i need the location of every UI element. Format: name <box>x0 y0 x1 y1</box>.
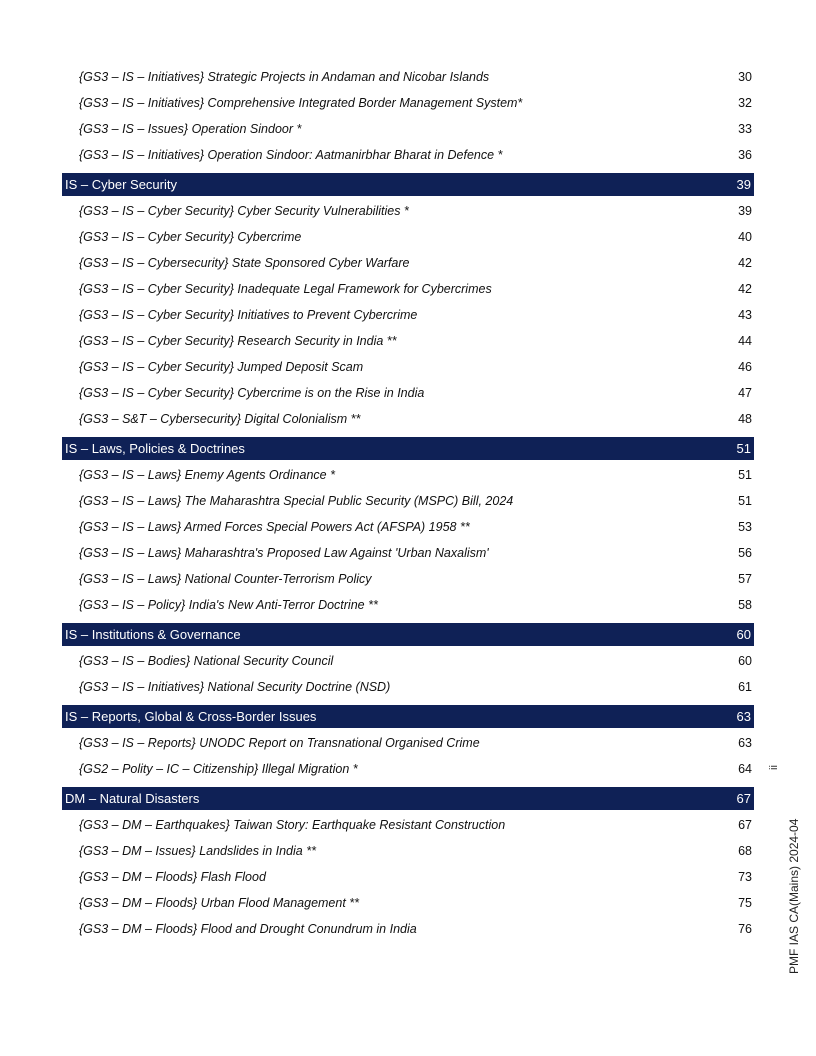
toc-title: {GS2 – Polity – IC – Citizenship} Illegal Migration * <box>79 762 358 776</box>
toc-title: {GS3 – IS – Initiatives} Strategic Projects in Andaman and Nicobar Islands <box>79 70 490 84</box>
toc-page-number: 36 <box>738 148 752 162</box>
toc-page-number: 56 <box>738 546 752 560</box>
toc-page-number: 51 <box>738 468 752 482</box>
toc-entry[interactable] <box>62 380 754 406</box>
toc-page-number: 46 <box>738 360 752 374</box>
toc-title: IS – Reports, Global & Cross-Border Issues <box>65 709 317 724</box>
toc-page-number: 60 <box>736 627 751 642</box>
toc-page-number: 75 <box>738 896 752 910</box>
toc-entry[interactable] <box>62 838 754 864</box>
toc-title: {GS3 – IS – Initiatives} National Security Doctrine (NSD) <box>79 680 391 694</box>
toc-entry[interactable] <box>62 250 754 276</box>
toc-page-number: 39 <box>736 177 751 192</box>
toc-page-number: 40 <box>738 230 752 244</box>
toc-page-number: 42 <box>738 256 752 270</box>
toc-page-number: 67 <box>738 818 752 832</box>
toc-page-number: 64 <box>738 762 752 776</box>
toc-title: {GS3 – IS – Cyber Security} Cybercrime is on the Rise in India <box>79 386 425 400</box>
toc-title: {GS3 – DM – Floods} Flood and Drought Conundrum in India <box>79 922 417 936</box>
toc-entry[interactable] <box>62 64 754 90</box>
toc-title: IS – Laws, Policies & Doctrines <box>65 441 245 456</box>
toc-page-number: 61 <box>738 680 752 694</box>
toc-entry[interactable] <box>62 890 754 916</box>
toc-entry[interactable] <box>62 730 754 756</box>
page-number: ii <box>768 765 780 770</box>
toc-section-heading[interactable] <box>62 787 754 810</box>
toc-title: {GS3 – IS – Laws} National Counter-Terrorism Policy <box>79 572 372 586</box>
toc-page-number: 48 <box>738 412 752 426</box>
toc-title: {GS3 – DM – Floods} Flash Flood <box>79 870 266 884</box>
toc-page-number: 57 <box>738 572 752 586</box>
toc-page-number: 51 <box>738 494 752 508</box>
toc-title: {GS3 – S&T – Cybersecurity} Digital Colonialism ** <box>79 412 361 426</box>
toc-title: DM – Natural Disasters <box>65 791 200 806</box>
toc-title: {GS3 – IS – Laws} Maharashtra's Proposed Law Against 'Urban Naxalism' <box>79 546 489 560</box>
toc-title: {GS3 – DM – Earthquakes} Taiwan Story: Earthquake Resistant Construction <box>79 818 506 832</box>
toc-page-number: 63 <box>736 709 751 724</box>
toc-entry[interactable] <box>62 540 754 566</box>
toc-page-number: 42 <box>738 282 752 296</box>
toc-title: {GS3 – IS – Laws} Armed Forces Special Powers Act (AFSPA) 1958 ** <box>79 520 470 534</box>
toc-title: {GS3 – IS – Initiatives} Comprehensive Integrated Border Management System* <box>79 96 523 110</box>
toc-entry[interactable] <box>62 566 754 592</box>
toc-entry[interactable] <box>62 276 754 302</box>
toc-page-number: 43 <box>738 308 752 322</box>
toc-title: {GS3 – IS – Cyber Security} Jumped Deposit Scam <box>79 360 364 374</box>
toc-page-number: 58 <box>738 598 752 612</box>
toc-section-heading[interactable] <box>62 623 754 646</box>
toc-page-number: 32 <box>738 96 752 110</box>
toc-page-number: 51 <box>736 441 751 456</box>
toc-entry[interactable] <box>62 812 754 838</box>
toc-entry[interactable] <box>62 142 754 168</box>
toc-entry[interactable] <box>62 514 754 540</box>
toc-entry[interactable] <box>62 864 754 890</box>
toc-page-number: 63 <box>738 736 752 750</box>
toc-page-number: 68 <box>738 844 752 858</box>
toc-page-number: 39 <box>738 204 752 218</box>
toc-title: {GS3 – IS – Initiatives} Operation Sindoor: Aatmanirbhar Bharat in Defence * <box>79 148 503 162</box>
toc-title: IS – Cyber Security <box>65 177 177 192</box>
toc-title: {GS3 – IS – Laws} Enemy Agents Ordinance * <box>79 468 335 482</box>
toc-title: {GS3 – IS – Cyber Security} Inadequate Legal Framework for Cybercrimes <box>79 282 492 296</box>
toc-title: {GS3 – IS – Cybersecurity} State Sponsored Cyber Warfare <box>79 256 410 270</box>
toc-page-number: 30 <box>738 70 752 84</box>
toc-entry[interactable] <box>62 674 754 700</box>
toc-entry[interactable] <box>62 648 754 674</box>
toc-title: {GS3 – DM – Floods} Urban Flood Management ** <box>79 896 360 910</box>
toc-entry[interactable] <box>62 116 754 142</box>
toc-entry[interactable] <box>62 916 754 942</box>
toc-page-number: 47 <box>738 386 752 400</box>
table-of-contents <box>62 64 754 942</box>
toc-entry[interactable] <box>62 328 754 354</box>
toc-entry[interactable] <box>62 224 754 250</box>
toc-title: {GS3 – IS – Issues} Operation Sindoor * <box>79 122 302 136</box>
toc-page-number: 60 <box>738 654 752 668</box>
toc-entry[interactable] <box>62 592 754 618</box>
toc-title: {GS3 – IS – Cyber Security} Initiatives to Prevent Cybercrime <box>79 308 418 322</box>
toc-page-number: 53 <box>738 520 752 534</box>
toc-title: {GS3 – IS – Policy} India's New Anti-Terror Doctrine ** <box>79 598 378 612</box>
toc-entry[interactable] <box>62 488 754 514</box>
toc-entry[interactable] <box>62 354 754 380</box>
document-side-label: PMF IAS CA(Mains) 2024-04 <box>787 818 801 974</box>
toc-entry[interactable] <box>62 198 754 224</box>
toc-page-number: 33 <box>738 122 752 136</box>
toc-title: {GS3 – IS – Reports} UNODC Report on Transnational Organised Crime <box>79 736 480 750</box>
toc-section-heading[interactable] <box>62 705 754 728</box>
toc-title: {GS3 – DM – Issues} Landslides in India ** <box>79 844 316 858</box>
toc-title: {GS3 – IS – Laws} The Maharashtra Special Public Security (MSPC) Bill, 2024 <box>79 494 514 508</box>
toc-entry[interactable] <box>62 90 754 116</box>
toc-entry[interactable] <box>62 462 754 488</box>
toc-title: {GS3 – IS – Bodies} National Security Council <box>79 654 334 668</box>
toc-section-heading[interactable] <box>62 437 754 460</box>
toc-entry[interactable] <box>62 756 754 782</box>
toc-entry[interactable] <box>62 302 754 328</box>
toc-title: {GS3 – IS – Cyber Security} Cybercrime <box>79 230 302 244</box>
toc-title: IS – Institutions & Governance <box>65 627 241 642</box>
toc-title: {GS3 – IS – Cyber Security} Cyber Security Vulnerabilities * <box>79 204 409 218</box>
toc-section-heading[interactable] <box>62 173 754 196</box>
toc-page-number: 67 <box>736 791 751 806</box>
toc-page-number: 73 <box>738 870 752 884</box>
toc-page-number: 44 <box>738 334 752 348</box>
toc-entry[interactable] <box>62 406 754 432</box>
toc-page-number: 76 <box>738 922 752 936</box>
toc-title: {GS3 – IS – Cyber Security} Research Security in India ** <box>79 334 397 348</box>
